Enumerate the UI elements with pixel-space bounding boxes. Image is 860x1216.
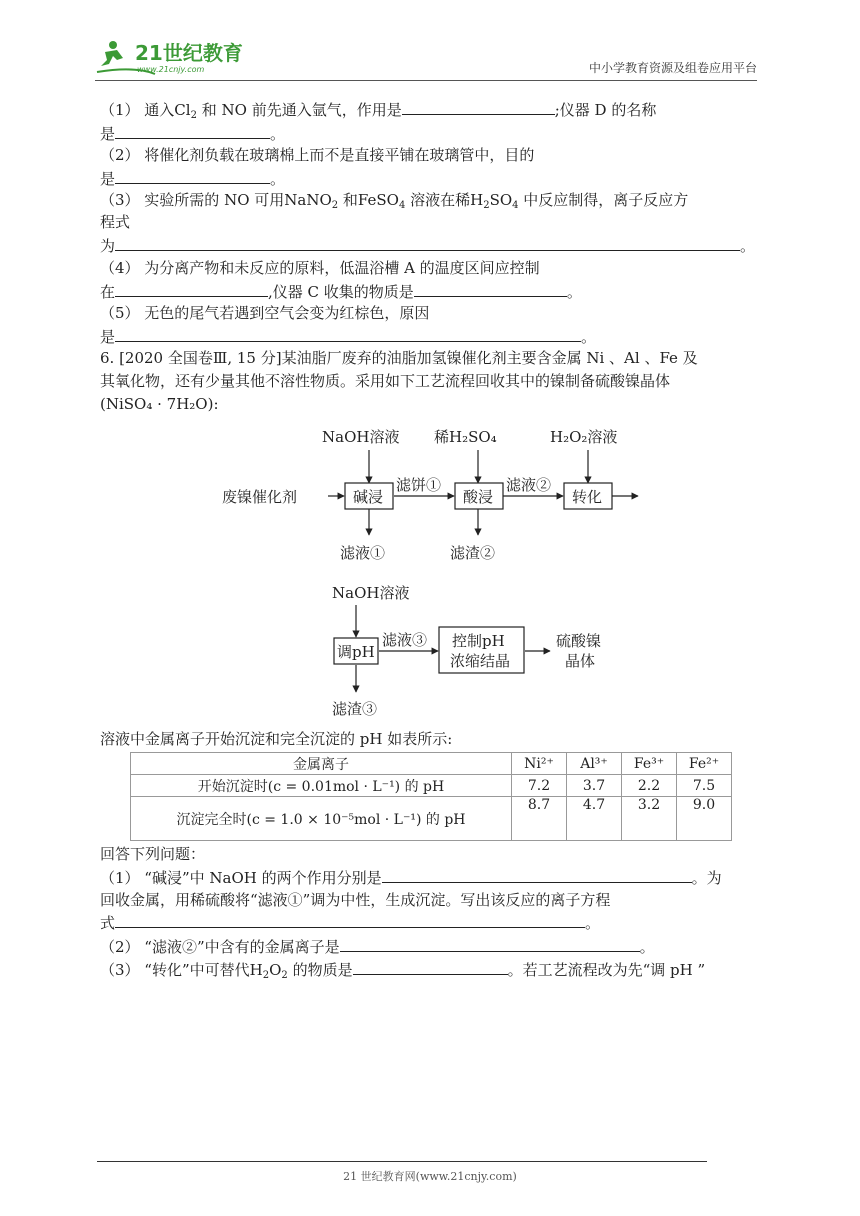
answer-blank[interactable] bbox=[115, 280, 268, 297]
answer-blank[interactable] bbox=[353, 958, 508, 975]
label-residue2: 滤渣② bbox=[450, 544, 496, 562]
q5-part5-line1: （5） 无色的尾气若遇到空气会变为红棕色，原因 bbox=[100, 304, 430, 322]
row-label: 开始沉淀时(c = 0.01mol · L⁻¹) 的 pH bbox=[131, 775, 512, 797]
label-control2: 浓缩结晶 bbox=[450, 652, 511, 670]
table-cell: 8.7 bbox=[512, 797, 567, 841]
answer-blank[interactable] bbox=[115, 325, 581, 342]
q6-stem-line2: 其氧化物，还有少量其他不溶性物质。采用如下工艺流程回收其中的镍制备硫酸镍晶体 bbox=[100, 372, 671, 390]
svg-text:www.21cnjy.com: www.21cnjy.com bbox=[137, 65, 205, 74]
q6-stem-line1: 6. [2020 全国卷Ⅲ, 15 分]某油脂厂废弃的油脂加氢镍催化剂主要含金属 Ni 、Al 、Fe 及 bbox=[100, 349, 698, 367]
platform-name: 中小学教育资源及组卷应用平台 bbox=[588, 61, 757, 75]
label-filtrate2: 滤液② bbox=[506, 476, 552, 494]
q5-part5-line2: 是 。 bbox=[100, 325, 596, 348]
q6-part2: （2） “滤液②”中含有的金属离子是 。 bbox=[100, 935, 655, 958]
q5-part1-line1: （1） 通入$Cl_2$ 和 NO 前先通入氩气，作用是 ;仪器 D 的名称 bbox=[100, 98, 656, 127]
answer-blank[interactable] bbox=[115, 122, 270, 139]
table-header-cell: Ni²⁺ bbox=[512, 753, 567, 775]
answer-intro: 回答下列问题： bbox=[100, 845, 206, 863]
q5-part2-line2: 是 。 bbox=[100, 167, 285, 190]
label-residue3: 滤渣③ bbox=[332, 700, 378, 718]
answer-blank[interactable] bbox=[115, 911, 585, 928]
site-logo bbox=[95, 36, 255, 78]
row-label: 沉淀完全时(c = 1.0 × 10⁻⁵mol · L⁻¹) 的 pH bbox=[131, 797, 512, 841]
label-control1: 控制pH bbox=[452, 632, 505, 650]
q5-part3-line2: 程式 bbox=[100, 213, 131, 231]
answer-blank[interactable] bbox=[414, 280, 567, 297]
answer-blank[interactable] bbox=[115, 234, 740, 251]
label-product2: 晶体 bbox=[565, 652, 596, 670]
q6-part1-line1: （1） “碱浸”中 NaOH 的两个作用分别是 。为 bbox=[100, 866, 722, 889]
answer-blank[interactable] bbox=[382, 866, 692, 883]
q5-part3-line1: （3） 实验所需的 NO 可用NaNO$_2$ 和FeSO$_4$ 溶液在稀$H_2SO_4$ 中反应制得，离子反应方 bbox=[100, 191, 689, 211]
label-acid-leach: 酸浸 bbox=[463, 488, 494, 506]
table-cell: 3.7 bbox=[567, 775, 622, 797]
label-convert: 转化 bbox=[572, 488, 603, 506]
table-header-cell: Fe³⁺ bbox=[622, 753, 677, 775]
process-flowchart bbox=[210, 420, 650, 730]
table-row bbox=[131, 775, 732, 797]
table-intro: 溶液中金属离子开始沉淀和完全沉淀的 pH 如表所示: bbox=[100, 730, 453, 748]
label-acid: 稀H₂SO₄ bbox=[434, 428, 497, 446]
answer-blank[interactable] bbox=[402, 98, 555, 115]
table-cell: 9.0 bbox=[677, 797, 732, 841]
footer-divider bbox=[97, 1161, 707, 1162]
table-cell: 3.2 bbox=[622, 797, 677, 841]
label-h2o2: H₂O₂溶液 bbox=[550, 428, 618, 446]
svg-text:21世纪教育: 21世纪教育 bbox=[135, 41, 243, 65]
label-naoh1: NaOH溶液 bbox=[322, 428, 400, 446]
label-filtrate1: 滤液① bbox=[340, 544, 386, 562]
label-filtrate3: 滤液③ bbox=[382, 631, 428, 649]
q5-part2-line1: （2） 将催化剂负载在玻璃棉上而不是直接平铺在玻璃管中，目的 bbox=[100, 146, 535, 164]
page-header bbox=[95, 36, 757, 81]
ph-table bbox=[130, 752, 732, 841]
table-header-row bbox=[131, 753, 732, 775]
q6-stem-line3: (NiSO₄ · 7H₂O): bbox=[100, 395, 219, 413]
answer-blank[interactable] bbox=[340, 935, 640, 952]
table-row bbox=[131, 797, 732, 841]
label-product1: 硫酸镍 bbox=[556, 632, 602, 650]
table-header-cell: Fe²⁺ bbox=[677, 753, 732, 775]
label-alkali: 碱浸 bbox=[353, 488, 384, 506]
label-cake1: 滤饼① bbox=[396, 476, 442, 494]
table-cell: 7.5 bbox=[677, 775, 732, 797]
table-cell: 4.7 bbox=[567, 797, 622, 841]
q6-part1-line3: 式 。 bbox=[100, 911, 600, 934]
q5-part1-line2: 是 。 bbox=[100, 122, 285, 145]
answer-blank[interactable] bbox=[115, 167, 270, 184]
table-cell: 2.2 bbox=[622, 775, 677, 797]
q5-part3-line3: 为 。 bbox=[100, 234, 755, 257]
table-header-cell: 金属离子 bbox=[131, 753, 512, 775]
label-ph: 调pH bbox=[337, 643, 375, 661]
q6-part3: （3） “转化”中可替代$H_2O_2$ 的物质是 。若工艺流程改为先“调 pH ” bbox=[100, 958, 705, 987]
table-header-cell: Al³⁺ bbox=[567, 753, 622, 775]
label-input: 废镍催化剂 bbox=[222, 488, 298, 506]
q5-part4-line2: 在 ,仪器 C 收集的物质是 。 bbox=[100, 280, 582, 303]
page-footer: 21 世纪教育网(www.21cnjy.com) bbox=[343, 1170, 517, 1183]
label-naoh2: NaOH溶液 bbox=[332, 584, 410, 602]
table-cell: 7.2 bbox=[512, 775, 567, 797]
q6-part1-line2: 回收金属，用稀硫酸将“滤液①”调为中性，生成沉淀。写出该反应的离子方程 bbox=[100, 891, 611, 909]
q5-part4-line1: （4） 为分离产物和未反应的原料，低温浴槽 A 的温度区间应控制 bbox=[100, 259, 540, 277]
